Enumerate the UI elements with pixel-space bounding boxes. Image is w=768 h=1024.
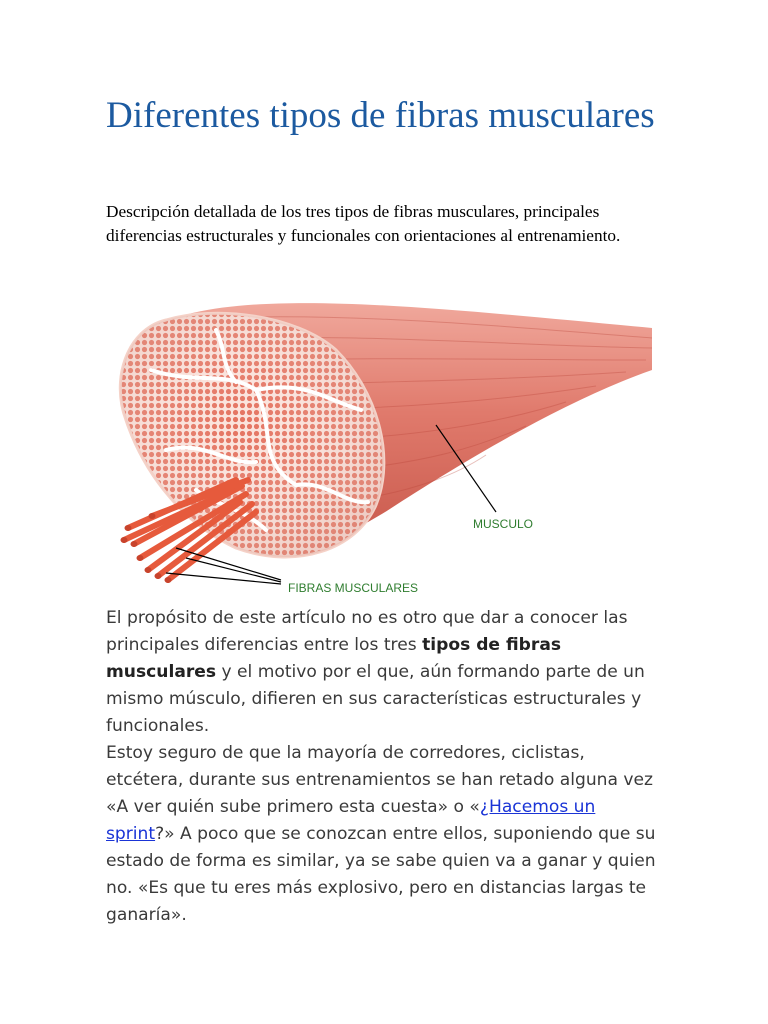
muscle-label: MUSCULO <box>473 517 534 531</box>
article-title: Diferentes tipos de fibras musculares <box>106 95 655 136</box>
muscle-diagram <box>106 290 652 600</box>
sprint-link[interactable]: ¿Hacemos un sprint <box>106 797 596 844</box>
muscle-illustration <box>106 290 652 600</box>
paragraph-example: Estoy seguro de que la mayoría de corredores, ciclistas, etcétera, durante sus entrenamientos se han retado alguna vez «A ver quién sube primero esta cuesta» o «¿Hacemos un sprint?» A poco que se conozcan entre ellos, suponiendo que su estado de forma es similar, ya se sabe quien va a ganar y quien no. «Es que tu eres más explosivo, pero en distancias largas te ganaría». <box>106 743 656 925</box>
emphasis-fiber-types: tipos de fibras musculares <box>106 635 562 682</box>
article-summary: Descripción detallada de los tres tipos de fibras musculares, principales diferencias estructurales y funcionales con orientaciones al entrenamiento. <box>106 202 621 245</box>
paragraph-intro: El propósito de este artículo no es otro que dar a conocer las principales diferencias entre los tres tipos de fibras musculares y el motivo por el que, aún formando parte de un mismo músculo, difieren en sus características estructurales y funcionales. <box>106 608 645 736</box>
article-body <box>106 605 662 929</box>
fibers-label: FIBRAS MUSCULARES <box>288 581 419 595</box>
